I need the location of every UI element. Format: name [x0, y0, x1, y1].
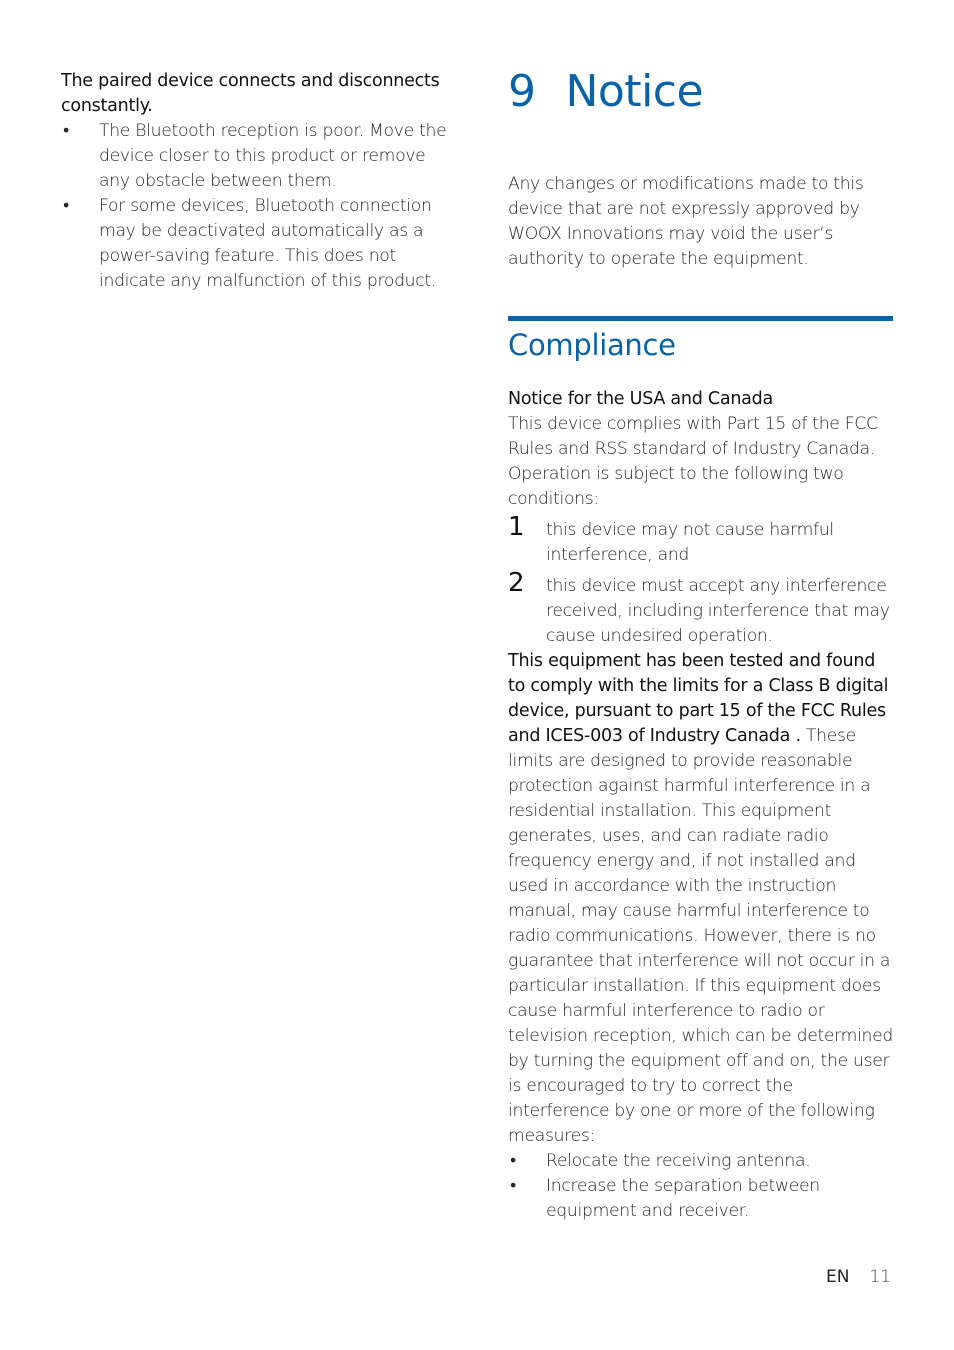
testing-paragraph: [508, 649, 894, 1149]
list-item: [61, 119, 451, 194]
list-item-text: this device must accept any interference received, including interference that may cause undesired operation.: [546, 576, 890, 646]
left-column: [61, 69, 451, 294]
notice-subheading: Notice for the USA and Canada: [508, 389, 773, 409]
bullet-icon: •: [63, 121, 69, 141]
list-item-text: For some devices, Bluetooth connection may be deactivated automatically as a power-saving feature. This does not indicate any malfunction of this product.: [99, 196, 437, 291]
chapter-heading: [508, 62, 894, 122]
list-item: [508, 512, 894, 568]
bullet-icon: •: [63, 196, 69, 216]
chapter-title: Notice: [565, 66, 704, 117]
list-item-text: Relocate the receiving antenna.: [546, 1151, 811, 1171]
right-column: [508, 62, 894, 1224]
troubleshoot-heading: The paired device connects and disconnects constantly.: [61, 71, 440, 116]
step-number: 2: [508, 568, 525, 598]
bullet-icon: •: [510, 1151, 516, 1171]
list-item-text: Increase the separation between equipment and receiver.: [546, 1176, 820, 1221]
measures-list: [508, 1149, 894, 1224]
bullet-icon: •: [510, 1176, 516, 1196]
chapter-intro: Any changes or modifications made to this device that are not expressly approved by WOOX Innovations may void the user’s authority to operate the equipment.: [508, 174, 864, 269]
troubleshoot-list: [61, 119, 451, 294]
language-code: EN: [826, 1267, 850, 1287]
section-divider: [508, 316, 893, 321]
list-item: [508, 1174, 894, 1224]
list-item: [508, 568, 894, 649]
page-number: 11: [869, 1267, 892, 1287]
page-footer: [826, 1265, 891, 1290]
testing-text: These limits are designed to provide reasonable protection against harmful interference in a residential installation. This equipment generates, uses, and can radiate radio frequency energy and, if not installed and used in accordance with the instruction manual, may cause harmful interference to radio communications. However, there is no guarantee that interference will not occur in a particular installation. If this equipment does cause harmful interference to radio or television reception, which can be determined by turning the equipment off and on, the user is encouraged to try to correct the interference by one or more of the following measures:: [508, 726, 894, 1146]
testing-bold-text: This equipment has been tested and found to comply with the limits for a Class B digital device, pursuant to part 15 of the FCC Rules and ICES-003 of Industry Canada .: [508, 651, 889, 746]
compliance-paragraph: This device complies with Part 15 of the FCC Rules and RSS standard of Industry Canada. Operation is subject to the following two conditions:: [508, 414, 878, 509]
conditions-list: [508, 512, 894, 649]
chapter-number: 9: [508, 66, 536, 117]
list-item-text: The Bluetooth reception is poor. Move the device closer to this product or remove any obstacle between them.: [99, 121, 447, 191]
list-item: [508, 1149, 894, 1174]
list-item-text: this device may not cause harmful interference, and: [546, 520, 834, 565]
list-item: [61, 194, 451, 294]
section-title: Compliance: [508, 328, 676, 362]
step-number: 1: [508, 512, 525, 542]
